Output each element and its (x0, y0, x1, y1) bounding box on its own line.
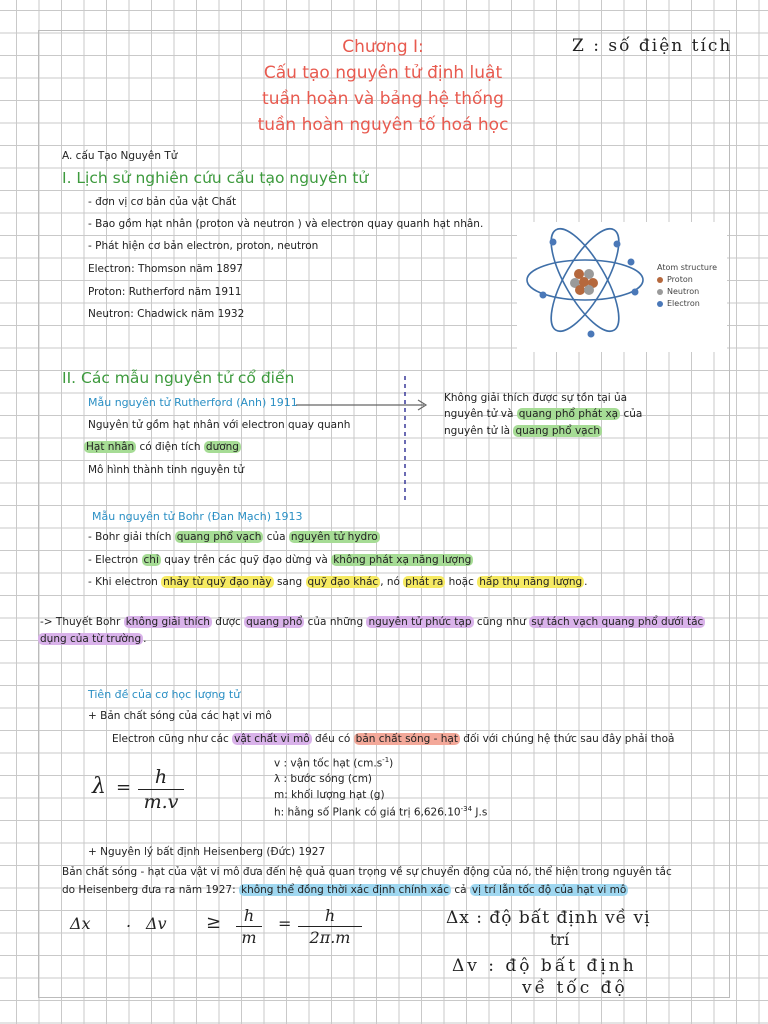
numerator-h-2: h (324, 906, 336, 925)
atom-diagram (517, 222, 657, 352)
numerator-h: h (243, 906, 255, 925)
def-planck: h: hằng số Plank có giá trị $6,626.10^{-34}$ J.s (274, 805, 488, 819)
rutherford-title: Mẫu nguyên tử Rutherford (Anh) 1911 (88, 396, 298, 409)
section-i-line-5: Proton: Rutherford năm 1911 (88, 286, 242, 298)
title-line-4: tuần hoàn nguyên tố hoá học (257, 115, 509, 135)
section-i-line-1: - đơn vị cơ bản của vật Chất (88, 196, 237, 208)
section-i-line-6: Neutron: Chadwick năm 1932 (88, 308, 245, 320)
rutherford-note-1: Không giải thích được sự tồn tại ủa (444, 392, 628, 404)
conclusion-line-2: dụng của từ trường . (40, 633, 147, 645)
conclusion-line-1: -> Thuyết Bohr không giải thích được quang phổ của những nguyên tử phức tạp cũng như sự tách vạch quang phổ dưới tác (40, 616, 704, 628)
heisenberg-fraction-2 (298, 906, 362, 947)
greater-equal: ≥ (206, 912, 222, 933)
rutherford-line-1: Nguyên tử gồm hạt nhân với electron quay quanh (88, 419, 351, 431)
legend-proton: Proton (657, 274, 717, 286)
legend-neutron: Neutron (657, 286, 717, 298)
quantum-point-1: + Bản chất sóng của các hạt vi mô (88, 710, 272, 722)
atom-legend (657, 262, 717, 310)
connector-arrow (290, 372, 450, 504)
bohr-title: Mẫu nguyên tử Bohr (Đan Mạch) 1913 (92, 510, 303, 523)
debroglie-fraction (138, 766, 184, 813)
rutherford-note-3: nguyên tử là quang phổ vạch (444, 425, 601, 437)
heisenberg-line-1: Bản chất sóng - hạt của vật vi mô đưa đến hệ quả quan trọng về sự chuyển động của nó, thể hiện trong nguyên tắc (62, 866, 672, 878)
section-a-heading: A. cấu Tạo Nguyên Tử (62, 150, 178, 162)
rutherford-note-2: nguyên tử và quang phổ phát xạ của (444, 408, 643, 420)
bohr-line-2: - Electron chỉ quay trên các quỹ đạo dừng và không phát xạ năng lượng (88, 554, 472, 566)
heisenberg-line-2: do Heisenberg đưa ra năm 1927: không thể đồng thời xác định chính xác cả vị trí lẫn tốc độ của hạt vi mô (62, 884, 627, 896)
side-note: Z : số điện tích (572, 36, 733, 56)
rutherford-line-2: Hạt nhân có điện tích dương (86, 441, 239, 453)
quantum-title: Tiên đề của cơ học lượng tử (88, 688, 241, 701)
def-mass: m: khối lượng hạt (g) (274, 789, 385, 801)
denominator-m: m (241, 928, 257, 947)
heisenberg-fraction-1 (236, 906, 262, 947)
delta-v-definition-2: về tốc độ (522, 978, 628, 998)
delta-x: Δx (70, 914, 91, 933)
lambda-symbol: λ (92, 774, 106, 799)
section-i-line-4: Electron: Thomson năm 1897 (88, 263, 243, 275)
legend-title: Atom structure (657, 263, 718, 272)
multiply-dot: . (126, 912, 132, 931)
legend-electron: Electron (657, 298, 717, 310)
bohr-line-1: - Bohr giải thích quang phổ vạch của nguyên tử hydro (88, 531, 378, 543)
section-ii-heading: II. Các mẫu nguyên tử cổ điển (62, 369, 295, 387)
title-line-3: tuần hoàn và bảng hệ thống (262, 89, 504, 109)
electron-wave-line: Electron cũng như các vật chất vi mô đều có bản chất sóng - hạt đối với chúng hệ thức sau đây phải thoả (112, 733, 675, 745)
bohr-line-3: - Khi electron nhảy từ quỹ đạo này sang quỹ đạo khác , nó phát ra hoặc hấp thụ năng lượng . (88, 576, 588, 588)
title-line-2: Cấu tạo nguyên tử định luật (263, 63, 503, 83)
rutherford-line-3: Mô hình thành tinh nguyên tử (88, 464, 244, 476)
delta-x-definition: Δx : độ bất định về vị (446, 908, 651, 928)
delta-x-definition-2: trí (550, 930, 570, 949)
delta-v: Δv (146, 914, 167, 933)
denominator-2pi-m: 2π.m (309, 928, 351, 947)
equals-sign-2: = (278, 914, 292, 933)
fraction-numerator: h (154, 766, 168, 788)
equals-sign: = (116, 777, 132, 798)
def-wavelength: λ : bước sóng (cm) (274, 773, 373, 785)
section-i-heading: I. Lịch sử nghiên cứu cấu tạo nguyên tử (62, 169, 369, 187)
nucleus (570, 269, 598, 295)
def-velocity: v : vận tốc hạt $(cm.s^{-1})$ (274, 756, 394, 770)
chapter-title: Chương I: (342, 37, 424, 57)
delta-v-definition: Δv : độ bất định (452, 956, 637, 976)
section-i-line-2: - Bao gồm hạt nhân (proton và neutron ) và electron quay quanh hạt nhân. (88, 218, 484, 230)
section-i-line-3: - Phát hiện cơ bản electron, proton, neutron (88, 240, 319, 252)
quantum-point-2: + Nguyên lý bất định Heisenberg (Đức) 1927 (88, 846, 326, 858)
fraction-denominator: m.v (143, 791, 179, 813)
